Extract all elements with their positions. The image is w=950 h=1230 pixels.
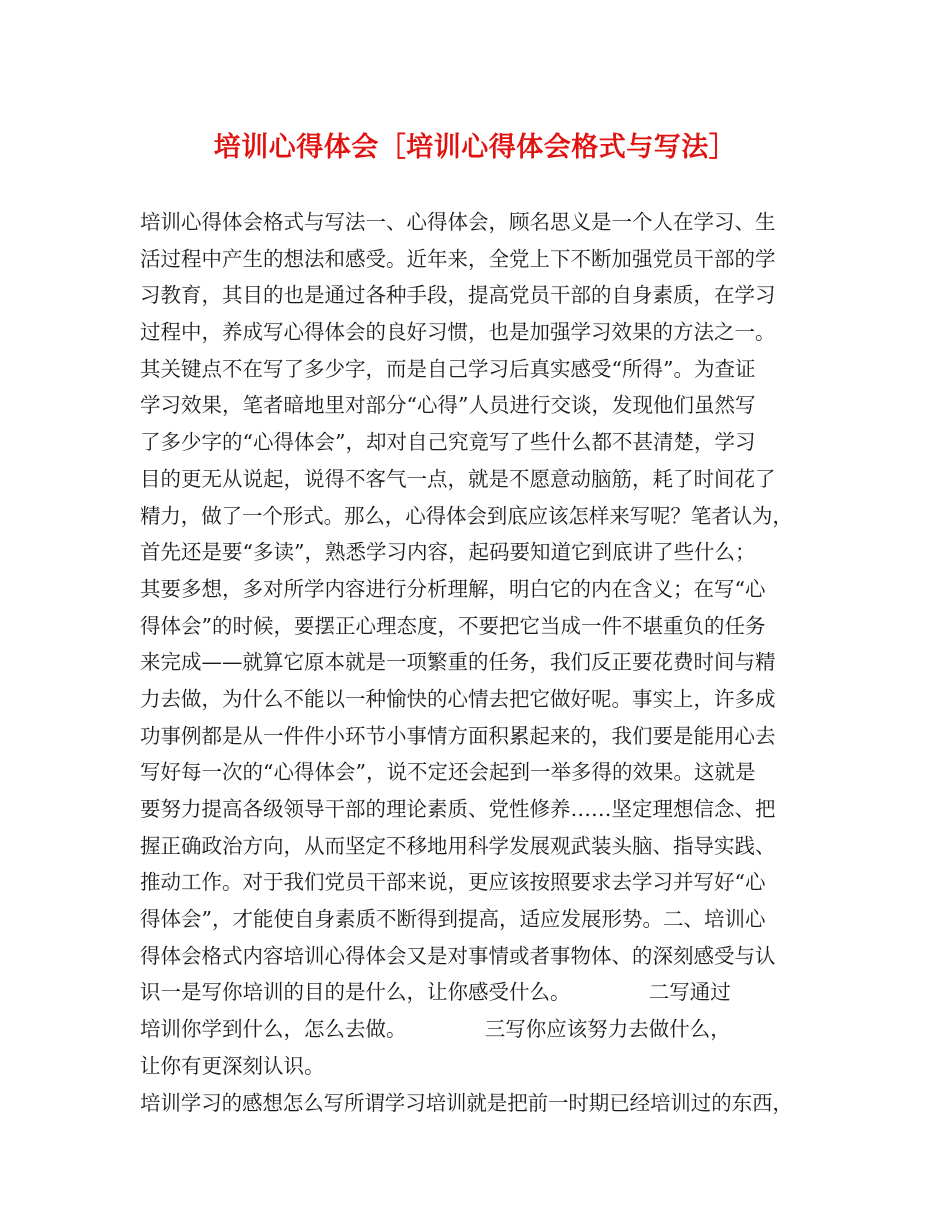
body-line: 推动工作。对于我们党员干部来说，更应该按照要求去学习并写好“心 — [140, 870, 766, 895]
body-line: 让你有更深刻认识。 — [140, 1053, 325, 1078]
document-body — [140, 204, 830, 1121]
body-line: 功事例都是从一件件小环节小事情方面积累起来的，我们要是能用心去 — [140, 723, 776, 748]
body-line: 写好每一次的“心得体会”，说不定还会起到一举多得的效果。这就是 — [140, 760, 756, 785]
body-line: 其要多想，多对所学内容进行分析理解，明白它的内在含义；在写“心 — [140, 576, 766, 601]
body-line: 识一是写你培训的目的是什么，让你感受什么。 二写通过 — [140, 980, 731, 1005]
body-line: 活过程中产生的想法和感受。近年来，全党上下不断加强党员干部的学 — [140, 246, 776, 271]
body-line: 培训学习的感想怎么写所谓学习培训就是把前一时期已经培训过的东西， — [140, 1090, 793, 1115]
body-line: 得体会格式内容培训心得体会又是对事情或者事物体、的深刻感受与认 — [140, 943, 776, 968]
body-line: 培训心得体会格式与写法一、心得体会，顾名思义是一个人在学习、生 — [140, 210, 776, 234]
body-line: 了多少字的“心得体会”，却对自己究竟写了些什么都不甚清楚，学习 — [140, 430, 756, 455]
body-line: 得体会”的时候，要摆正心理态度，不要把它当成一件不堪重负的任务 — [140, 613, 766, 638]
body-line: 学习效果，笔者暗地里对部分“心得”人员进行交谈，发现他们虽然写 — [140, 393, 756, 418]
body-line: 精力，做了一个形式。那么，心得体会到底应该怎样来写呢？笔者认为， — [140, 503, 793, 528]
body-line: 来完成——就算它原本就是一项繁重的任务，我们反正要花费时间与精 — [140, 650, 776, 675]
body-line: 习教育，其目的也是通过各种手段，提高党员干部的自身素质，在学习 — [140, 283, 776, 308]
body-line: 目的更无从说起，说得不客气一点，就是不愿意动脑筋，耗了时间花了 — [140, 466, 776, 491]
document-title: 培训心得体会［培训心得体会格式与写法］ — [213, 132, 737, 163]
body-line: 得体会”，才能使自身素质不断得到提高，适应发展形势。二、培训心 — [140, 907, 766, 932]
body-line: 首先还是要“多读”，熟悉学习内容，起码要知道它到底讲了些什么； — [140, 540, 756, 565]
body-line: 其关键点不在写了多少字，而是自己学习后真实感受“所得”。为查证 — [140, 356, 756, 381]
body-line: 培训你学到什么，怎么去做。 三写你应该努力去做什么， — [140, 1017, 731, 1042]
body-line: 力去做，为什么不能以一种愉快的心情去把它做好呢。事实上，许多成 — [140, 686, 776, 711]
body-line: 过程中，养成写心得体会的良好习惯，也是加强学习效果的方法之一。 — [140, 320, 776, 345]
body-line: 要努力提高各级领导干部的理论素质、党性修养……坚定理想信念、把 — [140, 797, 776, 821]
body-line: 握正确政治方向，从而坚定不移地用科学发展观武装头脑、指导实践、 — [140, 833, 776, 858]
